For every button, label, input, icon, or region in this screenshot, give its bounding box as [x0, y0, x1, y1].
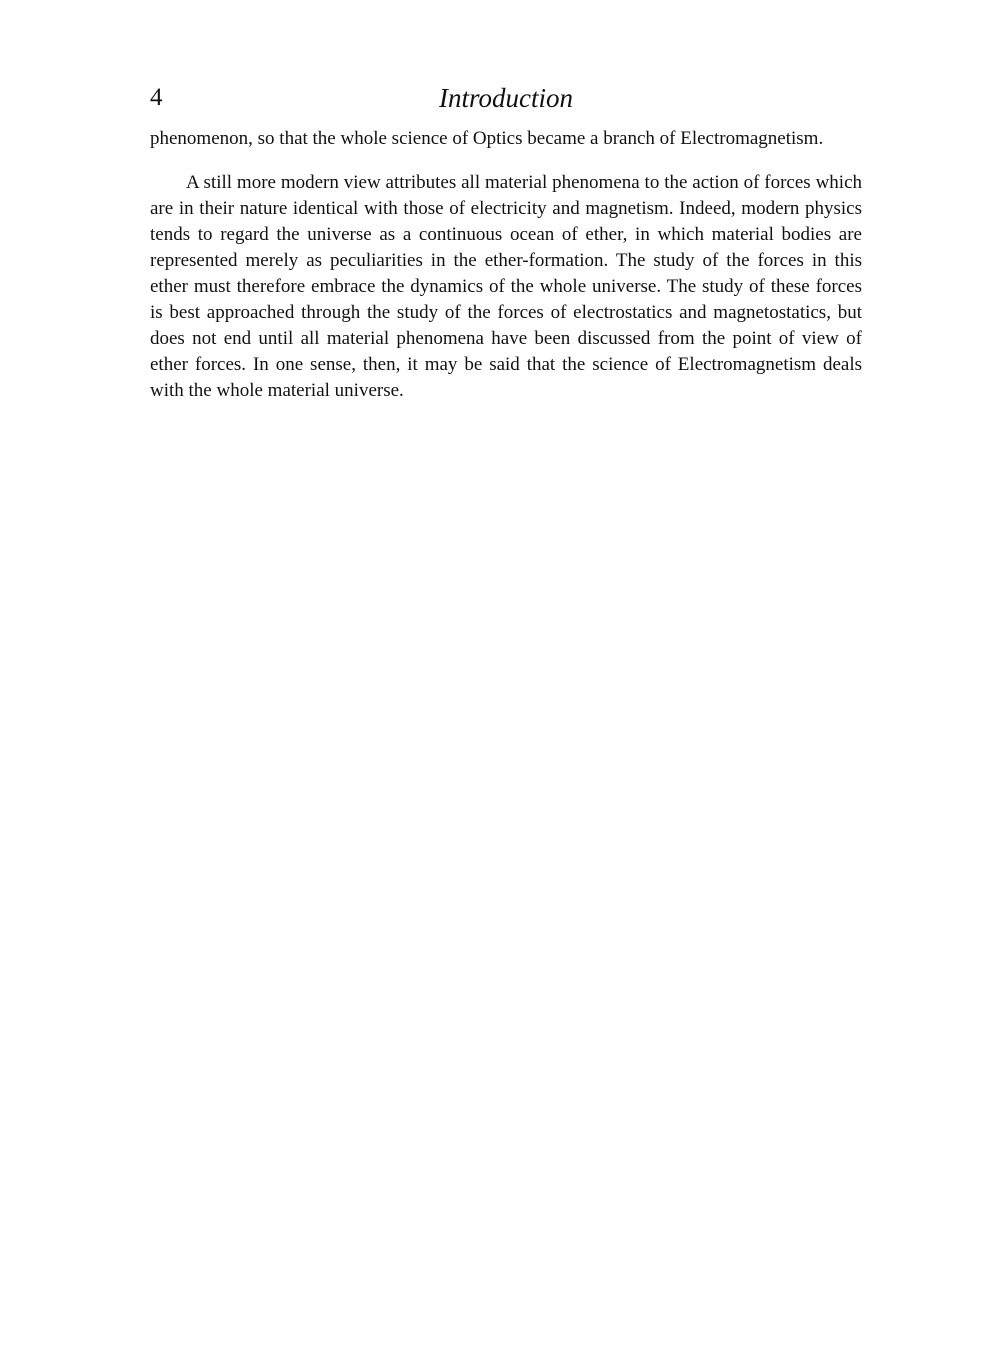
paragraph-continuation: phenomenon, so that the whole science of Optics became a branch of Electromagnetism. [150, 128, 824, 149]
paragraph-modern-view: A still more modern view attributes all material phenomena to the action of forces which are in their nature identical with those of electricity and magnetism. Indeed, modern physics tends to regard the universe as a continuous ocean of ether, in which material bodies are represented merely as peculiarities in the ether-formation. The study of the forces in this ether must therefore embrace the dynamics of the whole universe. The study of these forces is best approached through the study of the forces of electrostatics and magnetostatics, but does not end until all material phenomena have been discussed from the point of view of ether forces. In one sense, then, it may be said that the science of Electromagnetism deals with the whole material universe. [150, 172, 862, 401]
running-title: Introduction [439, 83, 573, 113]
body-text [150, 126, 862, 404]
running-head [150, 80, 862, 116]
page-number: 4 [150, 84, 163, 111]
